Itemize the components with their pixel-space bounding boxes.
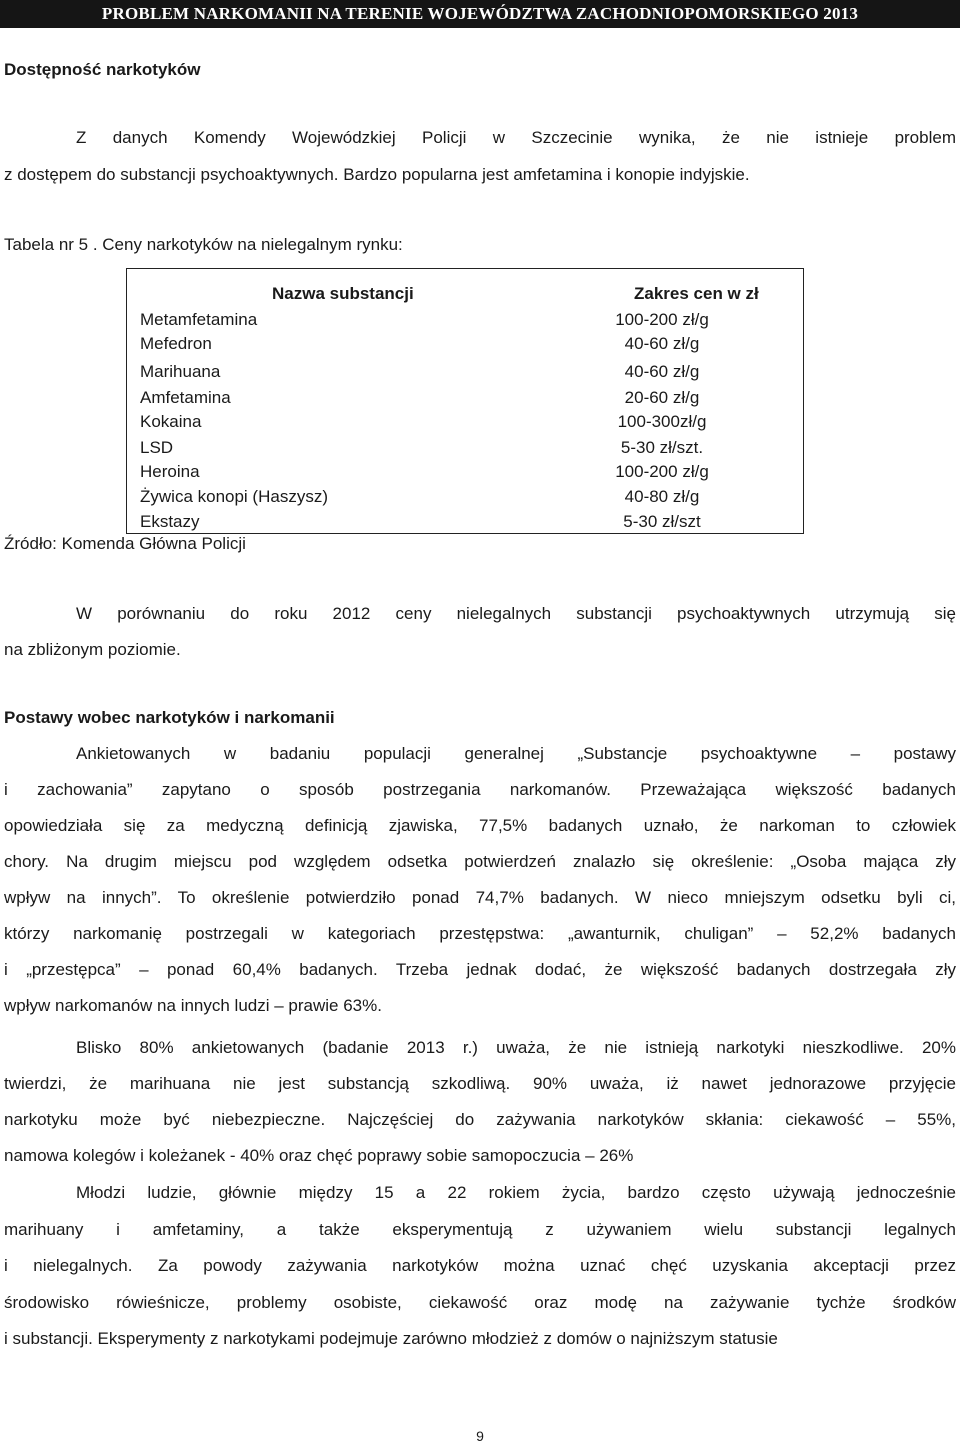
text-line: wpływ narkomanów na innych ludzi – prawie 63%.: [4, 996, 382, 1015]
table-cell-name: Marihuana: [140, 362, 221, 381]
table-cell-name: Amfetamina: [140, 388, 231, 407]
table-cell-name: Żywica konopi (Haszysz): [140, 487, 328, 506]
text-line: którzy narkomanię postrzegali w kategoriach przestępstwa: „awanturnik, chuligan” – 52,2% badanych: [4, 924, 956, 943]
text-line: twierdzi, że marihuana nie jest substancją szkodliwą. 90% uważa, iż nawet jednorazowe przyjęcie: [4, 1074, 956, 1093]
text-line: narkotyku może być niebezpieczne. Najczęściej do zażywania narkotyków skłania: ciekawość – 55%,: [4, 1110, 956, 1129]
table-cell-price: 5-30 zł/szt: [623, 512, 701, 531]
table-cell-name: Ekstazy: [140, 512, 200, 531]
text-line: Młodzi ludzie, głównie między 15 a 22 rokiem życia, bardzo często używają jednocześnie: [76, 1183, 956, 1202]
text-line: z dostępem do substancji psychoaktywnych. Bardzo popularna jest amfetamina i konopie indyjskie.: [4, 165, 750, 184]
table-cell-price: 40-60 zł/g: [624, 334, 700, 353]
page-number: 9: [476, 1428, 484, 1444]
text-line: opowiedziała się za medyczną definicją zjawiska, 77,5% badanych uznało, że narkoman to człowiek: [4, 816, 956, 835]
text-line: i substancji. Eksperymenty z narkotykami podejmuje zarówno młodzież z domów o najniższym statusie: [4, 1329, 778, 1348]
table-source: Źródło: Komenda Główna Policji: [4, 534, 246, 553]
section-heading-attitudes: Postawy wobec narkotyków i narkomanii: [4, 708, 335, 727]
text-line: Ankietowanych w badaniu populacji generalnej „Substancje psychoaktywne – postawy: [76, 744, 956, 763]
table-cell-price: 40-60 zł/g: [624, 362, 700, 381]
table-caption: Tabela nr 5 . Ceny narkotyków na nielegalnym rynku:: [4, 235, 403, 254]
table-cell-name: Heroina: [140, 462, 200, 481]
page-header: PROBLEM NARKOMANII NA TERENIE WOJEWÓDZTWA ZACHODNIOPOMORSKIEGO 2013: [0, 0, 960, 28]
table-cell-name: LSD: [140, 438, 174, 457]
table-cell-name: Metamfetamina: [140, 310, 258, 329]
text-line: Z danych Komendy Wojewódzkiej Policji w Szczecinie wynika, że nie istnieje problem: [76, 128, 956, 147]
text-line: środowisko rówieśnicze, problemy osobiste, ciekawość oraz modę na zażywanie tychże środków: [4, 1292, 956, 1312]
text-line: i „przestępca” – ponad 60,4% badanych. Trzeba jednak dodać, że większość badanych dostrzegała zły: [4, 960, 956, 979]
table-cell-price: 100-300zł/g: [617, 412, 707, 431]
text-line: namowa kolegów i koleżanek - 40% oraz chęć poprawy sobie samopoczucia – 26%: [4, 1146, 634, 1165]
section-heading-availability: Dostępność narkotyków: [4, 60, 201, 79]
table-cell-price: 20-60 zł/g: [624, 388, 700, 407]
text-line: W porównaniu do roku 2012 ceny nielegalnych substancji psychoaktywnych utrzymują się: [76, 604, 956, 623]
table-cell-price: 5-30 zł/szt.: [620, 438, 704, 457]
table-header-name: Nazwa substancji: [272, 284, 414, 303]
table-cell-price: 100-200 zł/g: [615, 310, 709, 329]
text-line: i nielegalnych. Za powody zażywania narkotyków można uznać chęć uzyskania akceptacji przez: [4, 1256, 956, 1275]
text-line: wpływ na innych”. To określenie potwierdziło ponad 74,7% badanych. W nieco mniejszym odsetku byli ci,: [4, 888, 956, 907]
text-line: na zbliżonym poziomie.: [4, 640, 181, 659]
table-cell-name: Mefedron: [140, 334, 212, 353]
text-line: marihuany i amfetaminy, a także eksperymentują z używaniem wielu substancji legalnych: [4, 1219, 956, 1239]
table-cell-price: 40-80 zł/g: [624, 487, 700, 506]
text-line: chory. Na drugim miejscu pod względem odsetka potwierdzeń znalazło się określenie: „Osoba mająca zły: [4, 852, 956, 871]
table-cell-name: Kokaina: [140, 412, 202, 431]
text-line: Blisko 80% ankietowanych (badanie 2013 r.) uważa, że nie istnieją narkotyki nieszkodliwe. 20%: [76, 1038, 956, 1057]
table-cell-price: 100-200 zł/g: [615, 462, 709, 481]
table-header-price: Zakres cen w zł: [634, 284, 759, 303]
text-line: i zachowania” zapytano o sposób postrzegania narkomanów. Przeważająca większość badanych: [4, 780, 956, 799]
